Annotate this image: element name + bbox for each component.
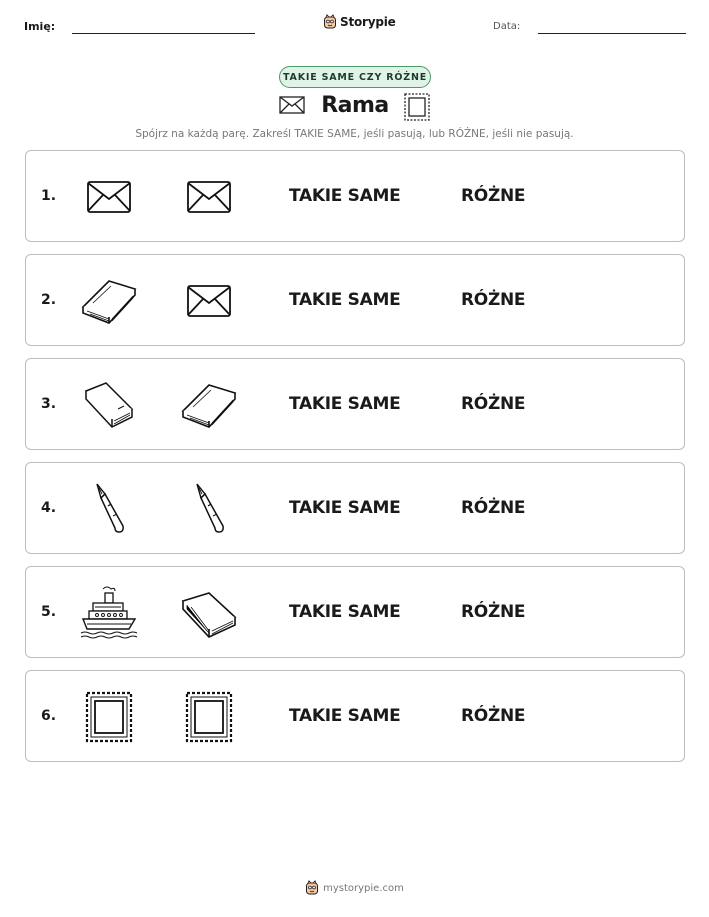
footer (0, 880, 709, 896)
name-line[interactable] (72, 33, 255, 34)
option-same[interactable]: TAKIE SAME (289, 394, 401, 414)
brand-name: Storypie (340, 15, 396, 29)
option-same[interactable]: TAKIE SAME (289, 602, 401, 622)
option-different[interactable]: RÓŻNE (461, 186, 526, 206)
question-number: 5. (41, 604, 57, 620)
page-title: Rama (321, 93, 389, 118)
book-icon (178, 587, 240, 639)
question-number: 1. (41, 188, 57, 204)
question-row (25, 670, 685, 762)
book-icon (78, 379, 140, 431)
option-same[interactable]: TAKIE SAME (289, 186, 401, 206)
question-row (25, 254, 685, 346)
question-row (25, 566, 685, 658)
envelope-icon (279, 95, 305, 115)
option-different[interactable]: RÓŻNE (461, 706, 526, 726)
option-different[interactable]: RÓŻNE (461, 602, 526, 622)
date-label: Data: (493, 21, 521, 32)
fountain-pen-icon (78, 483, 140, 535)
question-row (25, 150, 685, 242)
option-different[interactable]: RÓŻNE (461, 498, 526, 518)
option-different[interactable]: RÓŻNE (461, 290, 526, 310)
question-number: 6. (41, 708, 57, 724)
envelope-icon (178, 171, 240, 223)
envelope-icon (178, 275, 240, 327)
postage-stamp-icon (403, 92, 431, 122)
name-label: Imię: (24, 20, 56, 33)
storypie-mascot-icon (305, 880, 319, 896)
option-different[interactable]: RÓŻNE (461, 394, 526, 414)
question-row (25, 462, 685, 554)
option-same[interactable]: TAKIE SAME (289, 706, 401, 726)
storypie-mascot-icon (323, 14, 337, 30)
worksheet-header (0, 0, 709, 50)
option-same[interactable]: TAKIE SAME (289, 290, 401, 310)
steamship-icon (78, 587, 140, 639)
fountain-pen-icon (178, 483, 240, 535)
title-row (0, 91, 709, 123)
book-icon (178, 379, 240, 431)
envelope-icon (78, 171, 140, 223)
postage-stamp-icon (178, 691, 240, 743)
brand-logo (323, 14, 396, 30)
instructions: Spójrz na każdą parę. Zakreśl TAKIE SAME, jeśli pasują, lub RÓŻNE, jeśli nie pasują. (135, 128, 574, 140)
option-same[interactable]: TAKIE SAME (289, 498, 401, 518)
question-row (25, 358, 685, 450)
question-number: 2. (41, 292, 57, 308)
date-line[interactable] (538, 33, 686, 34)
worksheet-type-badge: TAKIE SAME CZY RÓŻNE (279, 66, 431, 88)
question-number: 4. (41, 500, 57, 516)
book-icon (78, 275, 140, 327)
postage-stamp-icon (78, 691, 140, 743)
footer-site-link[interactable]: mystorypie.com (323, 882, 404, 894)
question-number: 3. (41, 396, 57, 412)
